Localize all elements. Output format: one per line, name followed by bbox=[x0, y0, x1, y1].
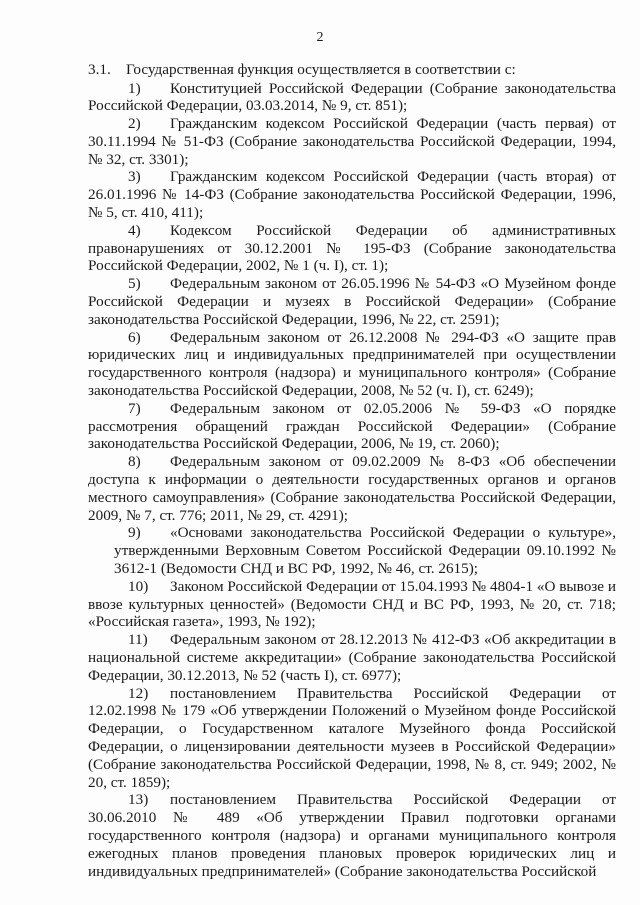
list-item bbox=[88, 329, 616, 400]
list-item bbox=[88, 453, 616, 524]
list-item-text: «Основами законодательства Российской Федерации о культуре», утвержденными Верховным Советом Российской Федерации 09.10.1992 № 3612-1 (Ведомости СНД и ВС РФ, 1992, № 46, ст. 2615); bbox=[114, 524, 616, 578]
page-content bbox=[88, 60, 616, 880]
list-item bbox=[88, 685, 616, 792]
list-item-text: Федеральным законом от 09.02.2009 № 8-ФЗ «Об обеспечении доступа к информации о деятельности государственных органов и органов местного самоуправления» (Собрание законодательства Российской Федерации, 2009, № 7, ст. 776; 2011, № 29, ст. 4291); bbox=[88, 453, 616, 524]
list-item-text: Законом Российской Федерации от 15.04.1993 № 4804-1 «О вывозе и ввозе культурных ценностей» (Ведомости СНД и ВС РФ, 1993, № 20, ст. 718; «Российская газета», 1993, № 192); bbox=[88, 577, 616, 631]
list-item bbox=[88, 275, 616, 328]
list-item-number: 10) bbox=[128, 577, 149, 595]
list-item-number: 2) bbox=[128, 115, 141, 133]
legal-basis-list bbox=[88, 80, 616, 881]
list-item-number: 6) bbox=[128, 328, 141, 346]
list-item-text: Федеральным законом от 26.05.1996 № 54-ФЗ «О Музейном фонде Российской Федерации и музеях в Российской Федерации» (Собрание законодательства Российской Федерации, 1996, № 22, ст. 2591); bbox=[88, 275, 616, 328]
list-item-text: Гражданским кодексом Российской Федерации (часть вторая) от 26.01.1996 № 14-ФЗ (Собрание законодательства Российской Федерации, 1996, № 5, ст. 410, 411); bbox=[88, 168, 616, 222]
list-item-number: 4) bbox=[128, 221, 141, 239]
list-item bbox=[88, 791, 616, 880]
list-item bbox=[88, 631, 616, 684]
list-item-text: Гражданским кодексом Российской Федерации (часть первая) от 30.11.1994 № 51-ФЗ (Собрание законодательства Российской Федерации, 1994, № 32, ст. 3301); bbox=[88, 115, 616, 168]
list-item-number: 7) bbox=[128, 399, 141, 417]
list-item bbox=[88, 524, 616, 577]
list-item-text: постановлением Правительства Российской Федерации от 12.02.1998 № 179 «Об утверждении Положений о Музейном фонде Российской Федерации, о Государственном каталоге Музейного фонда Российской Федерации, о лицензировании деятельности музеев в Российской Федерации» (Собрание законодательства Российской Федерации, 1998, № 8, ст. 949; 2002, № 20, ст. 1859); bbox=[88, 684, 616, 791]
list-item-text: Федеральным законом от 26.12.2008 № 294-ФЗ «О защите прав юридических лиц и индивидуальных предпринимателей при осуществлении государственного контроля (надзора) и муниципального контроля» (Собрание законодательства Российской Федерации, 2008, № 52 (ч. I), ст. 6249); bbox=[88, 328, 616, 400]
list-item bbox=[88, 168, 616, 221]
list-item bbox=[88, 400, 616, 453]
list-item-number: 11) bbox=[128, 631, 148, 649]
list-item-number: 9) bbox=[128, 524, 141, 542]
section-intro: 3.1. Государственная функция осуществляется в соответствии с: bbox=[88, 61, 516, 78]
page-number: 2 bbox=[316, 30, 324, 45]
list-item-text: Федеральным законом от 28.12.2013 № 412-ФЗ «Об аккредитации в национальной системе аккредитации» (Собрание законодательства Российской Федерации, 30.12.2013, № 52 (часть I), ст. 6977); bbox=[88, 631, 616, 684]
list-item-number: 12) bbox=[128, 684, 149, 702]
list-item-number: 13) bbox=[128, 791, 149, 809]
list-item bbox=[88, 115, 616, 168]
list-item bbox=[88, 578, 616, 631]
list-item-number: 5) bbox=[128, 275, 141, 293]
list-item-number: 1) bbox=[128, 79, 141, 97]
list-item-text: Конституцией Российской Федерации (Собрание законодательства Российской Федерации, 03.03.2014, № 9, ст. 851); bbox=[88, 79, 616, 115]
list-item-text: Федеральным законом от 02.05.2006 № 59-ФЗ «О порядке рассмотрения обращений граждан Российской Федерации» (Собрание законодательства Российской Федерации, 2006, № 19, ст. 2060); bbox=[88, 399, 616, 453]
list-item-text: постановлением Правительства Российской Федерации от 30.06.2010 № 489 «Об утверждении Правил подготовки органами государственного контроля (надзора) и органами муниципального контроля ежегодных планов проведения плановых проверок юридических лиц и индивидуальных предпринимателей» (Собрание законодательства Российской bbox=[88, 791, 616, 880]
list-item bbox=[88, 80, 616, 116]
list-item-number: 8) bbox=[128, 453, 141, 471]
list-item-text: Кодексом Российской Федерации об административных правонарушениях от 30.12.2001 № 195-ФЗ (Собрание законодательства Российской Федерации, 2002, № 1 (ч. I), ст. 1); bbox=[88, 221, 616, 275]
list-item bbox=[88, 222, 616, 275]
list-item-number: 3) bbox=[128, 168, 141, 186]
